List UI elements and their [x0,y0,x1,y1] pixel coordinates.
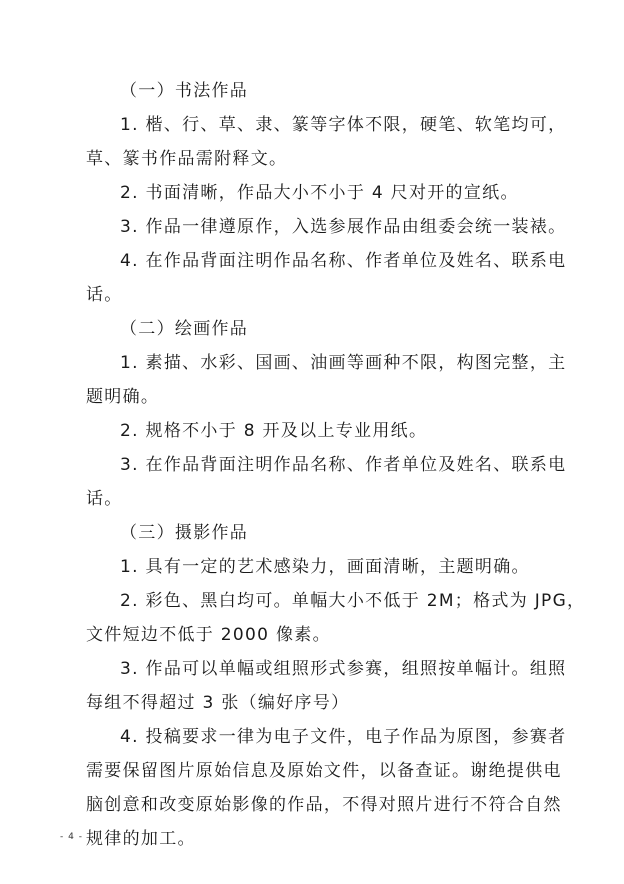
painting-item-1-line-2: 题明确。 [86,387,160,407]
photography-item-4-line-4: 规律的加工。 [86,829,196,849]
painting-item-3-line-2: 话。 [86,489,123,509]
photography-item-2-line-1: 2. 彩色、黑白均可。单幅大小不低于 2M；格式为 JPG， [120,591,586,611]
painting-item-1-line-1: 1. 素描、水彩、国画、油画等画种不限，构图完整，主 [120,353,567,373]
painting-item-2: 2. 规格不小于 8 开及以上专业用纸。 [120,421,428,441]
calligraphy-item-4-line-1: 4. 在作品背面注明作品名称、作者单位及姓名、联系电 [120,251,567,271]
painting-item-3-line-1: 3. 在作品背面注明作品名称、作者单位及姓名、联系电 [120,455,567,475]
photography-item-2-line-2: 文件短边不低于 2000 像素。 [86,625,331,645]
calligraphy-item-1-line-2: 草、篆书作品需附释文。 [86,149,288,169]
photography-item-4-line-3: 脑创意和改变原始影像的作品，不得对照片进行不符合自然 [86,795,562,815]
photography-item-4-line-2: 需要保留图片原始信息及原始文件，以备查证。谢绝提供电 [86,761,562,781]
page-number: - 4 - [60,832,83,842]
section-heading-photography: （三）摄影作品 [120,523,249,543]
section-heading-painting: （二）绘画作品 [120,319,249,339]
calligraphy-item-2: 2. 书面清晰，作品大小不小于 4 尺对开的宣纸。 [120,183,519,203]
document-body [86,74,586,856]
photography-item-1: 1. 具有一定的艺术感染力，画面清晰，主题明确。 [120,557,530,577]
photography-item-3-line-2: 每组不得超过 3 张（编好序号） [86,693,350,713]
calligraphy-item-3: 3. 作品一律遵原作，入选参展作品由组委会统一装裱。 [120,217,567,237]
calligraphy-item-4-line-2: 话。 [86,285,123,305]
photography-item-4-line-1: 4. 投稿要求一律为电子文件，电子作品为原图，参赛者 [120,727,567,747]
section-heading-calligraphy: （一）书法作品 [120,81,249,101]
calligraphy-item-1-line-1: 1. 楷、行、草、隶、篆等字体不限，硬笔、软笔均可， [120,115,567,135]
photography-item-3-line-1: 3. 作品可以单幅或组照形式参赛，组照按单幅计。组照 [120,659,567,679]
